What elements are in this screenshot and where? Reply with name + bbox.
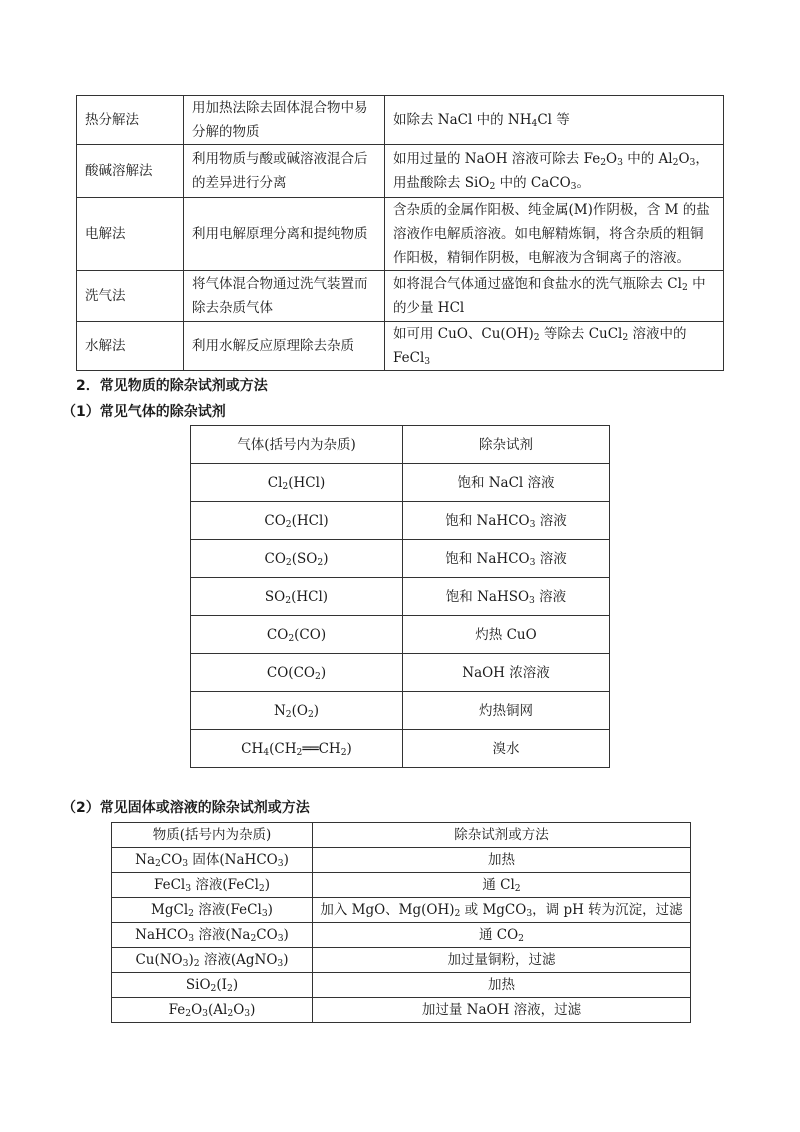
method-name: 热分解法	[77, 96, 184, 145]
table-row	[112, 948, 691, 973]
gas-impurity-table	[190, 425, 610, 768]
table-row	[191, 616, 610, 654]
method-example: 如用过量的 NaOH 溶液可除去 $Fe_2O_3$ 中的 $Al_2O_3$，用盐酸除去 SiO$_2$ 中的 CaCO$_3$。	[385, 145, 724, 198]
gas-with-impurity: $SO_2(HCl)$	[191, 578, 403, 616]
column-header: 物质(括号内为杂质)	[112, 823, 313, 848]
column-header: 气体(括号内为杂质)	[191, 426, 403, 464]
gas-with-impurity: $CO_2(SO_2)$	[191, 540, 403, 578]
table-row	[77, 322, 724, 371]
removal-method: 加热	[313, 973, 691, 998]
removal-method: 加过量铜粉，过滤	[313, 948, 691, 973]
method-example: 含杂质的金属作阳极、纯金属(M)作阴极，含 M 的盐溶液作电解质溶液。如电解精炼铜，将含杂质的粗铜作阳极，精铜作阴极，电解液为含铜离子的溶液。	[385, 198, 724, 271]
method-principle: 利用电解原理分离和提纯物质	[184, 198, 385, 271]
substance-with-impurity: $Na_2CO_3$ 固体(NaHCO$_3$)	[112, 848, 313, 873]
solid-subtitle: （2）常见固体或溶液的除杂试剂或方法	[62, 800, 310, 816]
column-header: 除杂试剂	[403, 426, 610, 464]
gas-with-impurity: $CO_2(HCl)$	[191, 502, 403, 540]
table-row	[191, 692, 610, 730]
method-example: 如将混合气体通过盛饱和食盐水的洗气瓶除去 $Cl_2$ 中的少量 HCl	[385, 271, 724, 322]
gas-subtitle: （1）常见气体的除杂试剂	[62, 404, 226, 420]
gas-reagent: 饱和 NaHCO$_3$ 溶液	[403, 502, 610, 540]
gas-reagent: 溴水	[403, 730, 610, 768]
table-header-row	[191, 426, 610, 464]
substance-with-impurity: NaHCO$_3$ 溶液$(Na_2CO_3)$	[112, 923, 313, 948]
table-row	[191, 502, 610, 540]
method-name: 酸碱溶解法	[77, 145, 184, 198]
substance-with-impurity: $SiO_2(I_2)$	[112, 973, 313, 998]
gas-with-impurity: $CO(CO_2)$	[191, 654, 403, 692]
removal-method: 加过量 NaOH 溶液，过滤	[313, 998, 691, 1023]
table-row	[191, 540, 610, 578]
solid-impurity-table	[111, 822, 691, 1023]
separation-methods-table	[76, 95, 724, 371]
method-principle: 将气体混合物通过洗气装置而除去杂质气体	[184, 271, 385, 322]
gas-reagent: 饱和 NaHCO$_3$ 溶液	[403, 540, 610, 578]
method-principle: 用加热法除去固体混合物中易分解的物质	[184, 96, 385, 145]
gas-reagent: NaOH 浓溶液	[403, 654, 610, 692]
gas-with-impurity: $Cl_2(HCl)$	[191, 464, 403, 502]
table-row	[112, 973, 691, 998]
gas-reagent: 灼热铜网	[403, 692, 610, 730]
method-name: 水解法	[77, 322, 184, 371]
substance-with-impurity: MgCl$_2$ 溶液(FeCl$_3$)	[112, 898, 313, 923]
gas-reagent: 饱和 NaHSO$_3$ 溶液	[403, 578, 610, 616]
method-example: 如可用 CuO、$Cu(OH)_2$ 等除去 CuCl$_2$ 溶液中的 FeCl$_3$	[385, 322, 724, 371]
method-example: 如除去 NaCl 中的 $NH_4Cl$ 等	[385, 96, 724, 145]
gas-reagent: 饱和 NaCl 溶液	[403, 464, 610, 502]
table-row	[112, 923, 691, 948]
removal-method: 通 $CO_2$	[313, 923, 691, 948]
table-header-row	[112, 823, 691, 848]
method-name: 洗气法	[77, 271, 184, 322]
method-principle: 利用物质与酸或碱溶液混合后的差异进行分离	[184, 145, 385, 198]
table-row	[191, 654, 610, 692]
removal-method: 加热	[313, 848, 691, 873]
column-header: 除杂试剂或方法	[313, 823, 691, 848]
substance-with-impurity: $Fe_2O_3(Al_2O_3)$	[112, 998, 313, 1023]
gas-with-impurity: $CH_4(CH_2══CH_2)$	[191, 730, 403, 768]
removal-method: 加入 MgO、$Mg(OH)_2$ 或 MgCO$_3$，调 pH 转为沉淀，过滤	[313, 898, 691, 923]
substance-with-impurity: $Cu(NO_3)_2$ 溶液(AgNO$_3$)	[112, 948, 313, 973]
table-row	[191, 730, 610, 768]
table-row	[191, 464, 610, 502]
table-row	[112, 898, 691, 923]
section-title: 2．常见物质的除杂试剂或方法	[76, 378, 268, 394]
gas-with-impurity: $N_2(O_2)$	[191, 692, 403, 730]
table-row	[112, 848, 691, 873]
method-name: 电解法	[77, 198, 184, 271]
table-row	[77, 145, 724, 198]
table-row	[191, 578, 610, 616]
gas-reagent: 灼热 CuO	[403, 616, 610, 654]
substance-with-impurity: FeCl$_3$ 溶液(FeCl$_2$)	[112, 873, 313, 898]
gas-with-impurity: $CO_2(CO)$	[191, 616, 403, 654]
table-row	[77, 198, 724, 271]
table-row	[77, 96, 724, 145]
method-principle: 利用水解反应原理除去杂质	[184, 322, 385, 371]
table-row	[77, 271, 724, 322]
table-row	[112, 998, 691, 1023]
table-row	[112, 873, 691, 898]
removal-method: 通 $Cl_2$	[313, 873, 691, 898]
